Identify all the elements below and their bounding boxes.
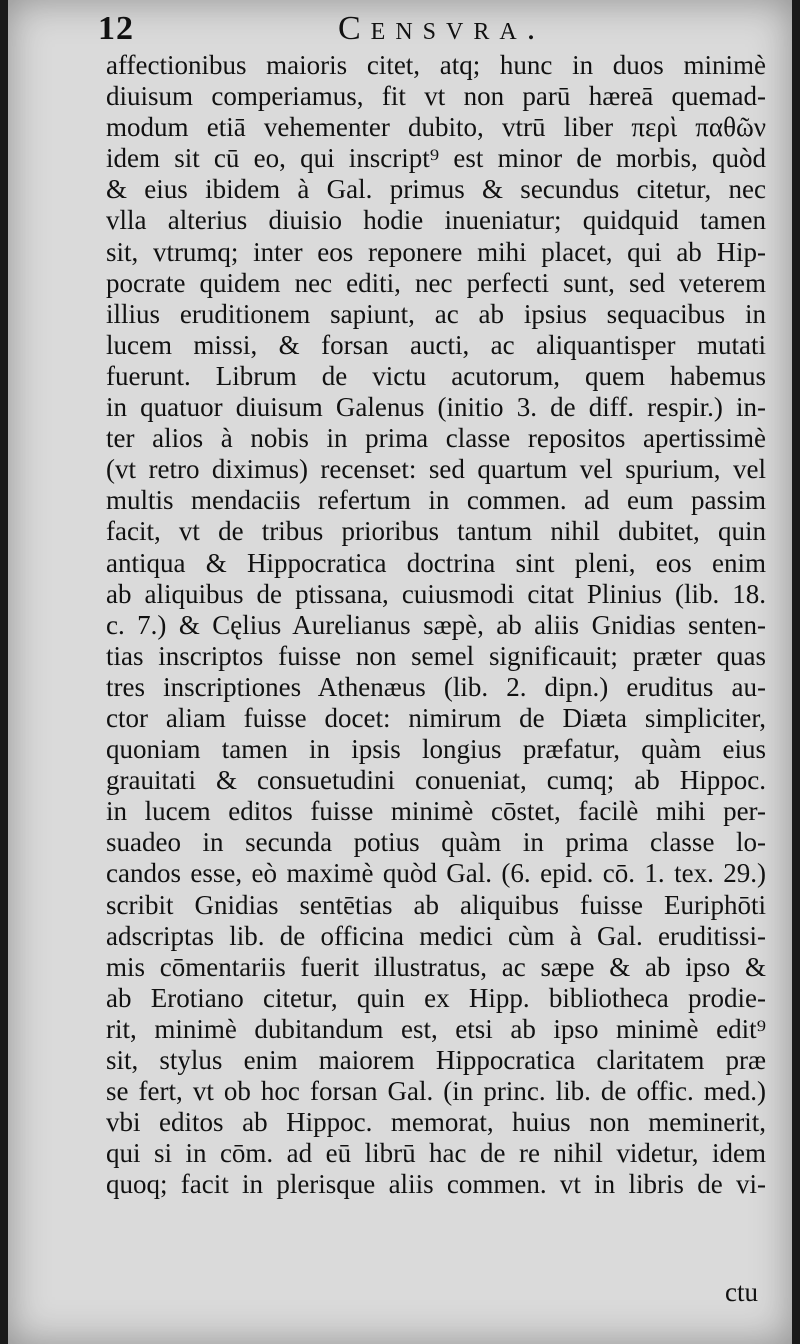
text-line: rit, minimè dubitandum est, etsi ab ipso minimè edit⁹ xyxy=(106,1013,766,1044)
text-line: multis mendaciis refertum in commen. ad eum passim xyxy=(106,485,766,516)
text-line: diuisum comperiamus, fit vt non parū hæreā quemad- xyxy=(106,81,766,112)
text-line: lucem missi, & forsan aucti, ac aliquantisper mutati xyxy=(106,329,766,360)
running-title: Censvra. xyxy=(338,10,546,47)
body-text xyxy=(106,50,766,1200)
text-line: sit, stylus enim maiorem Hippocratica claritatem præ xyxy=(106,1045,766,1075)
text-line: (vt retro diximus) recenset: sed quartum vel spurium, vel xyxy=(106,454,766,485)
text-line: quoq; facit in plerisque aliis commen. vt in libris de vi- xyxy=(106,1169,766,1200)
text-line: mis cōmentariis fuerit illustratus, ac sæpe & ab ipso & xyxy=(106,951,766,982)
text-line: c. 7.) & Cęlius Aurelianus sæpè, ab aliis Gnidias senten- xyxy=(106,609,766,640)
text-line: qui si in cōm. ad eū librū hac de re nihil videtur, idem xyxy=(106,1138,766,1169)
text-line: sit, vtrumq; inter eos reponere mihi placet, qui ab Hip- xyxy=(106,236,766,267)
text-line: pocrate quidem nec editi, nec perfecti sunt, sed veterem xyxy=(106,267,766,298)
text-line: ab Erotiano citetur, quin ex Hipp. bibliotheca prodie- xyxy=(106,982,766,1013)
book-page xyxy=(8,0,792,1344)
text-line: tias inscriptos fuisse non semel significauit; præter quas xyxy=(106,640,766,671)
text-line: in quatuor diuisum Galenus (initio 3. de diff. respir.) in- xyxy=(106,392,766,423)
text-line: adscriptas lib. de officina medici cùm à Gal. eruditissi- xyxy=(106,920,766,951)
text-line: quoniam tamen in ipsis longius præfatur, quàm eius xyxy=(106,734,766,765)
text-line: vbi editos ab Hippoc. memorat, huius non meminerit, xyxy=(106,1107,766,1138)
catchword: ctu xyxy=(725,1277,758,1307)
text-line: ab aliquibus de ptissana, cuiusmodi citat Plinius (lib. 18. xyxy=(106,578,766,609)
text-line: antiqua & Hippocratica doctrina sint pleni, eos enim xyxy=(106,547,766,578)
text-line: candos esse, eò maximè quòd Gal. (6. epid. cō. 1. tex. 29.) xyxy=(106,858,766,889)
text-line: in lucem editos fuisse minimè cōstet, facilè mihi per- xyxy=(106,796,766,827)
text-line: se fert, vt ob hoc forsan Gal. (in princ. lib. de offic. med.) xyxy=(106,1076,766,1107)
text-line: fuerunt. Librum de victu acutorum, quem habemus xyxy=(106,360,766,391)
text-line: idem sit cū eo, qui inscript⁹ est minor de morbis, quòd xyxy=(106,143,766,174)
text-line: illius eruditionem sapiunt, ac ab ipsius sequacibus in xyxy=(106,298,766,329)
text-line: facit, vt de tribus prioribus tantum nihil dubitet, quin xyxy=(106,516,766,547)
text-line: ctor aliam fuisse docet: nimirum de Diæta simpliciter, xyxy=(106,702,766,733)
text-line: grauitati & consuetudini conueniat, cumq; ab Hippoc. xyxy=(106,765,766,796)
text-line: vlla alterius diuisio hodie inueniatur; quidquid tamen xyxy=(106,205,766,236)
text-line: ter alios à nobis in prima classe repositos apertissimè xyxy=(106,423,766,454)
text-line: modum etiā vehementer dubito, vtrū liber περὶ παθῶν xyxy=(106,112,766,143)
text-line: & eius ibidem à Gal. primus & secundus citetur, nec xyxy=(106,174,766,205)
text-line: suadeo in secunda potius quàm in prima classe lo- xyxy=(106,827,766,858)
page-header xyxy=(88,4,788,48)
text-line: affectionibus maioris citet, atq; hunc in duos minimè xyxy=(106,50,766,80)
text-line: tres inscriptiones Athenæus (lib. 2. dipn.) eruditus au- xyxy=(106,671,766,702)
page-number: 12 xyxy=(98,10,134,47)
text-line: scribit Gnidias sentētias ab aliquibus fuisse Euriphōti xyxy=(106,889,766,920)
